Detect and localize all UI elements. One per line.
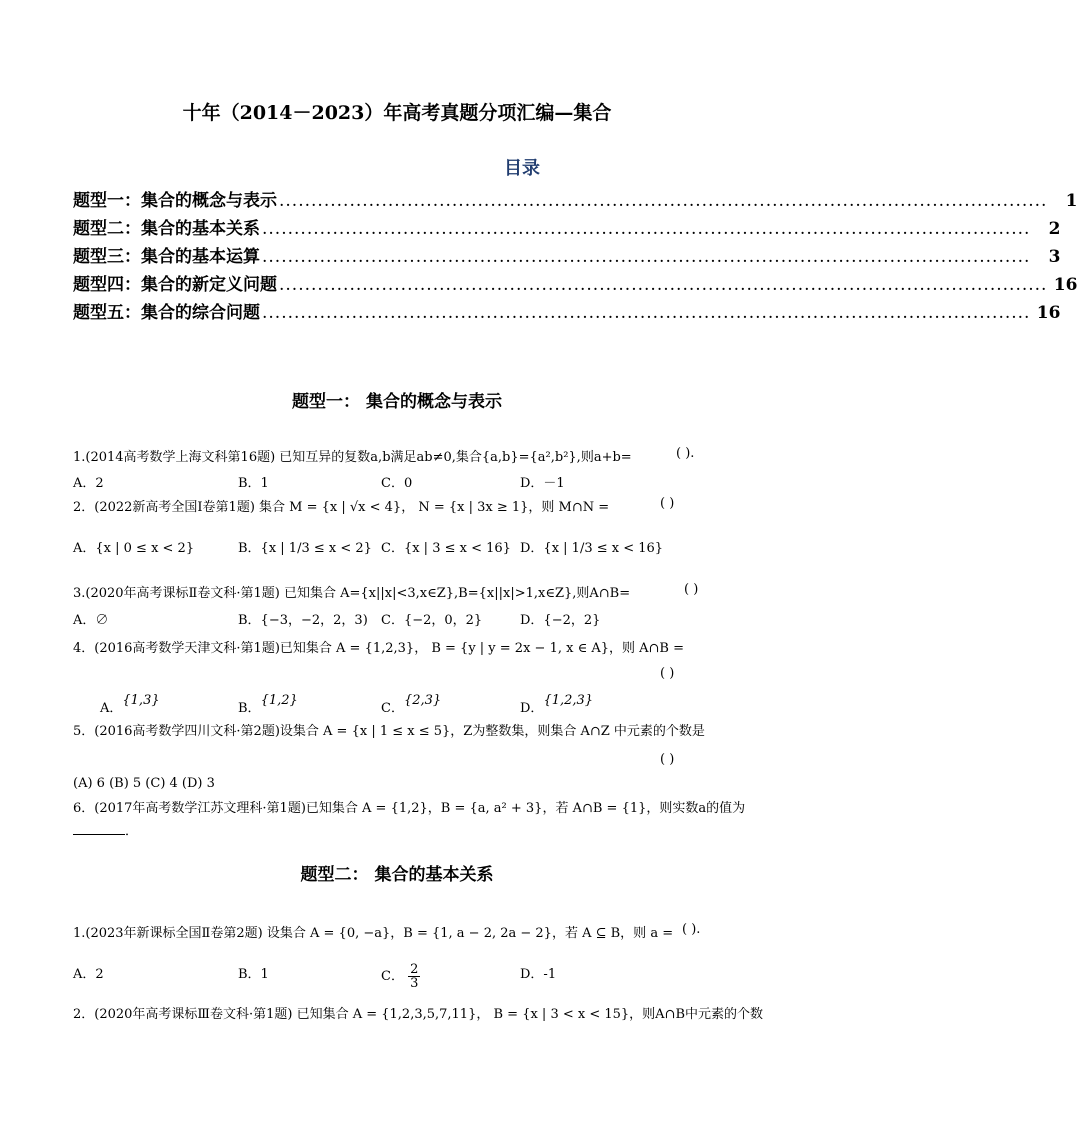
option-b: B．{x | 1/3 ≤ x < 2} — [238, 541, 372, 556]
toc-page: 16 — [1036, 303, 1061, 323]
option-b: B．1 — [238, 476, 269, 491]
option-d: D．{x | 1/3 ≤ x < 16} — [520, 541, 664, 556]
option-value: {1,2} — [260, 693, 298, 708]
toc-label: 题型四： — [73, 275, 141, 295]
toc-item-3[interactable] — [73, 242, 1061, 267]
option-a — [100, 693, 160, 716]
option-a: A．∅ — [73, 613, 109, 628]
toc-label: 题型三： — [73, 247, 141, 267]
option-value: {2,3} — [403, 693, 442, 708]
toc-leader: ........................................................................................................................ — [279, 275, 1048, 295]
toc-page: 16 — [1053, 275, 1077, 295]
option-c: C．0 — [381, 476, 413, 491]
question-1-3: 3.(2020年高考课标Ⅱ卷文科·第1题) 已知集合 A={x||x|<3,x∈Z},B={x||x|>1,x∈Z},则A∩B= — [73, 586, 631, 601]
answer-paren: ( ) — [660, 752, 675, 767]
toc-item-2[interactable] — [73, 214, 1061, 239]
toc-leader: ........................................................................................................................ — [262, 219, 1031, 239]
toc-heading: 目录 — [504, 158, 540, 179]
toc-label: 题型二： — [73, 219, 141, 239]
fraction-numerator: 2 — [410, 962, 419, 977]
option-value: {1,2,3} — [543, 693, 594, 708]
section-heading-2: 题型二： 集合的基本关系 — [300, 865, 494, 885]
option-c — [381, 963, 420, 990]
toc-page: 1 — [1065, 191, 1077, 211]
answer-paren: ( ). — [676, 446, 695, 461]
option-c: C．{x | 3 ≤ x < 16} — [381, 541, 511, 556]
toc-leader: ........................................................................................................................ — [262, 247, 1031, 267]
toc-text: 集合的基本关系 — [141, 219, 260, 239]
option-d — [520, 693, 594, 716]
toc-item-1[interactable] — [73, 186, 1077, 211]
answer-paren: ( ) — [684, 582, 699, 597]
answer-paren: ( ). — [682, 922, 701, 937]
question-1-4: 4．(2016高考数学天津文科·第1题)已知集合 A = {1,2,3}， B = {y | y = 2x − 1, x ∈ A}，则 A∩B = — [73, 641, 684, 656]
document-title: 十年（2014－2023）年高考真题分项汇编—集合 — [182, 102, 612, 124]
toc-text: 集合的综合问题 — [141, 303, 260, 323]
option-b: B．{−3，−2，2，3) — [238, 613, 368, 628]
question-1-5: 5．(2016高考数学四川文科·第2题)设集合 A = {x | 1 ≤ x ≤ 5}，Z为整数集，则集合 A∩Z 中元素的个数是 — [73, 724, 705, 739]
question-1-6: 6．(2017年高考数学江苏文理科·第1题)已知集合 A = {1,2}，B = {a, a² + 3}，若 A∩B = {1}，则实数a的值为 — [73, 801, 746, 816]
option-c: C．{−2，0，2} — [381, 613, 483, 628]
options-line: (A) 6 (B) 5 (C) 4 (D) 3 — [73, 776, 215, 791]
option-c — [381, 693, 442, 716]
toc-item-5[interactable] — [73, 298, 1061, 323]
option-label: C． — [381, 969, 404, 984]
blank-tail: ． — [125, 824, 139, 839]
option-value: {1,3} — [122, 693, 160, 708]
option-a: A．2 — [73, 476, 104, 491]
answer-paren: ( ) — [660, 666, 675, 681]
section-heading-1: 题型一： 集合的概念与表示 — [292, 392, 502, 412]
fraction — [408, 963, 420, 990]
question-1-1: 1.(2014高考数学上海文科第16题) 已知互异的复数a,b满足ab≠0,集合{a,b}={a²,b²},则a+b= — [73, 450, 632, 465]
option-label: B． — [238, 701, 261, 716]
option-d: D．-1 — [520, 967, 557, 982]
option-label: A． — [100, 701, 123, 716]
toc-page: 3 — [1048, 247, 1061, 267]
answer-blank-line — [73, 820, 138, 839]
option-b: B．1 — [238, 967, 269, 982]
toc-page: 2 — [1048, 219, 1061, 239]
answer-paren: ( ) — [660, 496, 675, 511]
toc-text: 集合的概念与表示 — [141, 191, 277, 211]
toc-text: 集合的新定义问题 — [141, 275, 277, 295]
fraction-denominator: 3 — [410, 976, 419, 991]
option-d: D．{−2，2} — [520, 613, 601, 628]
question-1-2: 2．(2022新高考全国I卷第1题) 集合 M = {x | √x < 4}， N = {x | 3x ≥ 1}，则 M∩N = — [73, 500, 610, 515]
option-a: A．{x | 0 ≤ x < 2} — [73, 541, 195, 556]
toc-label: 题型五： — [73, 303, 141, 323]
question-2-2: 2．(2020年高考课标Ⅲ卷文科·第1题) 已知集合 A = {1,2,3,5,7,11}， B = {x | 3 < x < 15}，则A∩B中元素的个数 — [73, 1007, 764, 1022]
option-b — [238, 693, 298, 716]
toc-leader: ........................................................................................................................ — [279, 191, 1048, 211]
option-label: C． — [381, 701, 404, 716]
toc-item-4[interactable] — [73, 270, 1077, 295]
toc-leader: ........................................................................................................................ — [262, 303, 1031, 323]
option-label: D． — [520, 701, 544, 716]
toc-text: 集合的基本运算 — [141, 247, 260, 267]
option-a: A．2 — [73, 967, 104, 982]
answer-blank[interactable] — [73, 822, 125, 835]
toc-label: 题型一： — [73, 191, 141, 211]
option-d: D．－1 — [520, 476, 565, 491]
question-2-1: 1.(2023年新课标全国Ⅱ卷第2题) 设集合 A = {0, −a}，B = {1, a − 2, 2a − 2}，若 A ⊆ B，则 a = — [73, 926, 674, 941]
